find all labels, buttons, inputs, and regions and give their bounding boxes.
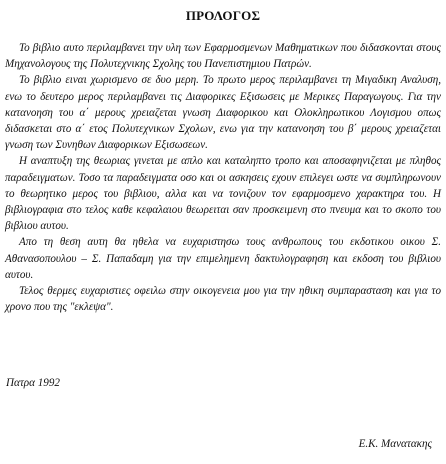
paragraph-2: Το βιβλιο ειναι χωρισμενο σε δυο μερη. Το πρωτο μερος περιλαμβανει τη Μιγαδικη Αναλυση, ενω το δευτερο μερος περιλαμβανει τις Διαφορικες Εξισωσεις με Μερικες Παραγωγους. Για την κατανοηση του α΄ μερους χρειαζεται γνωση Διαφορικου και Ολοκληρωτικου Λογισμου οπως διδασκεται στο α΄ ετος Πολυτεχνικων Σχολων, ενω για την κατανοηση του β΄ μερους χρειαζεται γνωση των Συνηθων Διαφορικων Εξισωσεων. bbox=[5, 74, 441, 152]
author-signature: Ε.Κ. Μανατακης bbox=[358, 438, 432, 450]
paragraph-3: Η αναπτυξη της θεωριας γινεται με απλο και καταληπτο τροπο και αποσαφηνιζεται με πληθος παραδειγματων. Τοσο τα παραδειγματα οσο και οι ασκησεις εχουν επιλεγει ωστε να συμπληρωνουν το θεωρητικο μερος του βιβλιου, αλλα και να τονιζουν τον εφαρμοσμενο χαρακτηρα του. Η βιβλιογραφια στο τελος καθε κεφαλαιου θεωρειται σαν προσκειμενη στο πνευμα και το σκοπο του βιβλιου αυτου. bbox=[5, 155, 441, 233]
paragraph-5: Τελος θερμες ευχαριστιες οφειλω στην οικογενεια μου για την ηθικη συμπαρασταση και για το χρονο που της "εκλεψα". bbox=[5, 285, 441, 314]
place-date: Πατρα 1992 bbox=[6, 377, 60, 389]
page-title: ΠΡΟΛΟΓΟΣ bbox=[185, 8, 261, 23]
preface-body bbox=[5, 40, 441, 315]
paragraph-1: Το βιβλιο αυτο περιλαμβανει την υλη των Εφαρμοσμενων Μαθηματικων που διδασκονται στους Μηχανολογους της Πολυτεχνικης Σχολης του Πανεπιστημιου Πατρών. bbox=[5, 42, 441, 71]
paragraph-4: Απο τη θεση αυτη θα ηθελα να ευχαριστησω τους ανθρωπους του εκδοτικου οικου Σ. Αθανασοπουλου – Σ. Παπαδαμη για την επιμελημενη δακτυλογραφηση και εκδοση του βιβλιου αυτου. bbox=[5, 236, 441, 281]
